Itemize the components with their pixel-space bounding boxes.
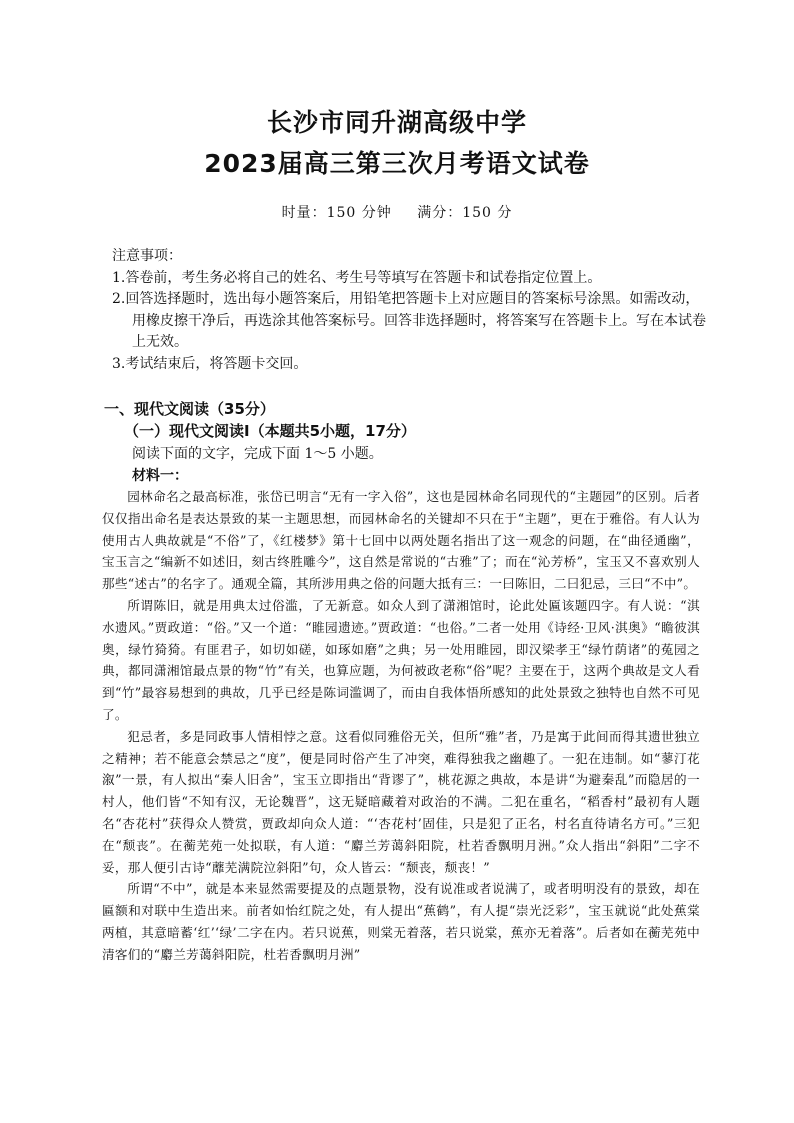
exam-title: 2023届高三第三次月考语文试卷 (204, 149, 590, 178)
notes-item: 1.答卷前，考生务必将自己的姓名、考生号等填写在答题卡和试卷指定位置上。 (112, 269, 602, 286)
reading-instruction: 阅读下面的文字，完成下面 1～5 小题。 (132, 446, 383, 462)
notes-item: 2.回答选择题时，选出每小题答案后，用铅笔把答题卡上对应题目的答案标号涂黑。如需改动，用橡皮擦干净后，再选涂其他答案标号。回答非选择题时，将答案写在答题卡上。写在本试卷上无效。 (112, 291, 706, 351)
notes-block (112, 246, 712, 376)
passage-paragraph: 园林命名之最高标准，张岱已明言“无有一字入俗”，这也是园林命名同现代的“主题园”的区别。后者仅仅指出命名是表达景致的某一主题思想，而园林命名的关键却不只在于“主题”，更在于雅俗。有人认为使用古人典故就是“不俗”了，《红楼梦》第十七回中以两处题名指出了这一观念的问题，在“曲径通幽”，宝玉言之“编新不如述旧，刻古终胜雕今”，这自然是常说的“古雅”了；而在“沁芳桥”，宝玉又不喜欢别人那些“述古”的名字了。通观全篇，其所涉用典之俗的问题大抵有三：一曰陈旧，二曰犯忌，三曰“不中”。 (102, 489, 700, 592)
school-name: 长沙市同升湖高级中学 (266, 108, 527, 137)
section-subtitle: （一）现代文阅读Ⅰ（本题共5小题，17分） (124, 422, 416, 440)
passage-paragraph: 所谓陈旧，就是用典太过俗滥，了无新意。如众人到了潇湘馆时，论此处匾该题四字。有人说：“淇水遗风。”贾政道：“俗。”又一个道：“睢园遗迹。”贾政道：“也俗。”二者一处用《诗经·卫风·淇奥》“瞻彼淇奥，绿竹猗猗。有匪君子，如切如磋，如琢如磨”之典；另一处用睢园，即汉梁孝王“绿竹荫诸”的菟园之典，都同潇湘馆最点景的物“竹”有关，也算应题，为何被政老称“俗”呢？主要在于，这两个典故是文人看到“竹”最容易想到的典故，几乎已经是陈词滥调了，而由自我体悟所感知的此处景致之独特也自然不可见了。 (102, 597, 700, 722)
passage-paragraph: 所谓“不中”，就是本来显然需要提及的点题景物，没有说准或者说满了，或者明明没有的景致，却在匾额和对联中生造出来。前者如怡红院之处，有人提出“蕉鹤”，有人提“崇光泛彩”，宝玉就说“此处蕉棠两植，其意暗蓄‘红’‘绿’二字在内。若只说蕉，则棠无着落，若只说棠，蕉亦无着落”。后者如在蘅芜苑中清客们的“麝兰芳蔼斜阳院，杜若香飘明月洲” (102, 881, 700, 962)
time-score-line (0, 202, 794, 222)
notes-item: 3.考试结束后，将答题卡交回。 (112, 355, 308, 372)
time-label: 时量：150 分钟 (281, 205, 392, 221)
section-title: 一、现代文阅读（35分） (104, 400, 275, 418)
passage-paragraph: 犯忌者，多是同政事人情相悖之意。这看似同雅俗无关，但所“雅”者，乃是寓于此间而得其遗世独立之精神；若不能意会禁忌之“度”，便是同时俗产生了冲突，难得独我之幽趣了。一犯在违制。如“蓼汀花溆”一景，有人拟出“秦人旧舍”，宝玉立即指出“背谬了”，桃花源之典故，本是讲“为避秦乱”而隐居的一村人，他们皆“不知有汉，无论魏晋”，这无疑暗藏着对政治的不满。二犯在重名，“稻香村”最初有人题名“杏花村”获得众人赞赏，贾政却向众人道：“‘杏花村’固佳，只是犯了正名，村名直待请名方可。”三犯在“颓丧”。在蘅芜苑一处拟联，有人道：“麝兰芳蔼斜阳院，杜若香飘明月洲。”众人指出“斜阳”二字不妥，那人便引古诗“蘼芜满院泣斜阳”句，众人皆云：“颓丧，颓丧！” (102, 728, 700, 875)
reading-passage (102, 486, 700, 966)
material-label: 材料一： (132, 468, 188, 484)
score-label: 满分：150 分 (417, 205, 513, 221)
notes-heading: 注意事项： (112, 248, 182, 264)
